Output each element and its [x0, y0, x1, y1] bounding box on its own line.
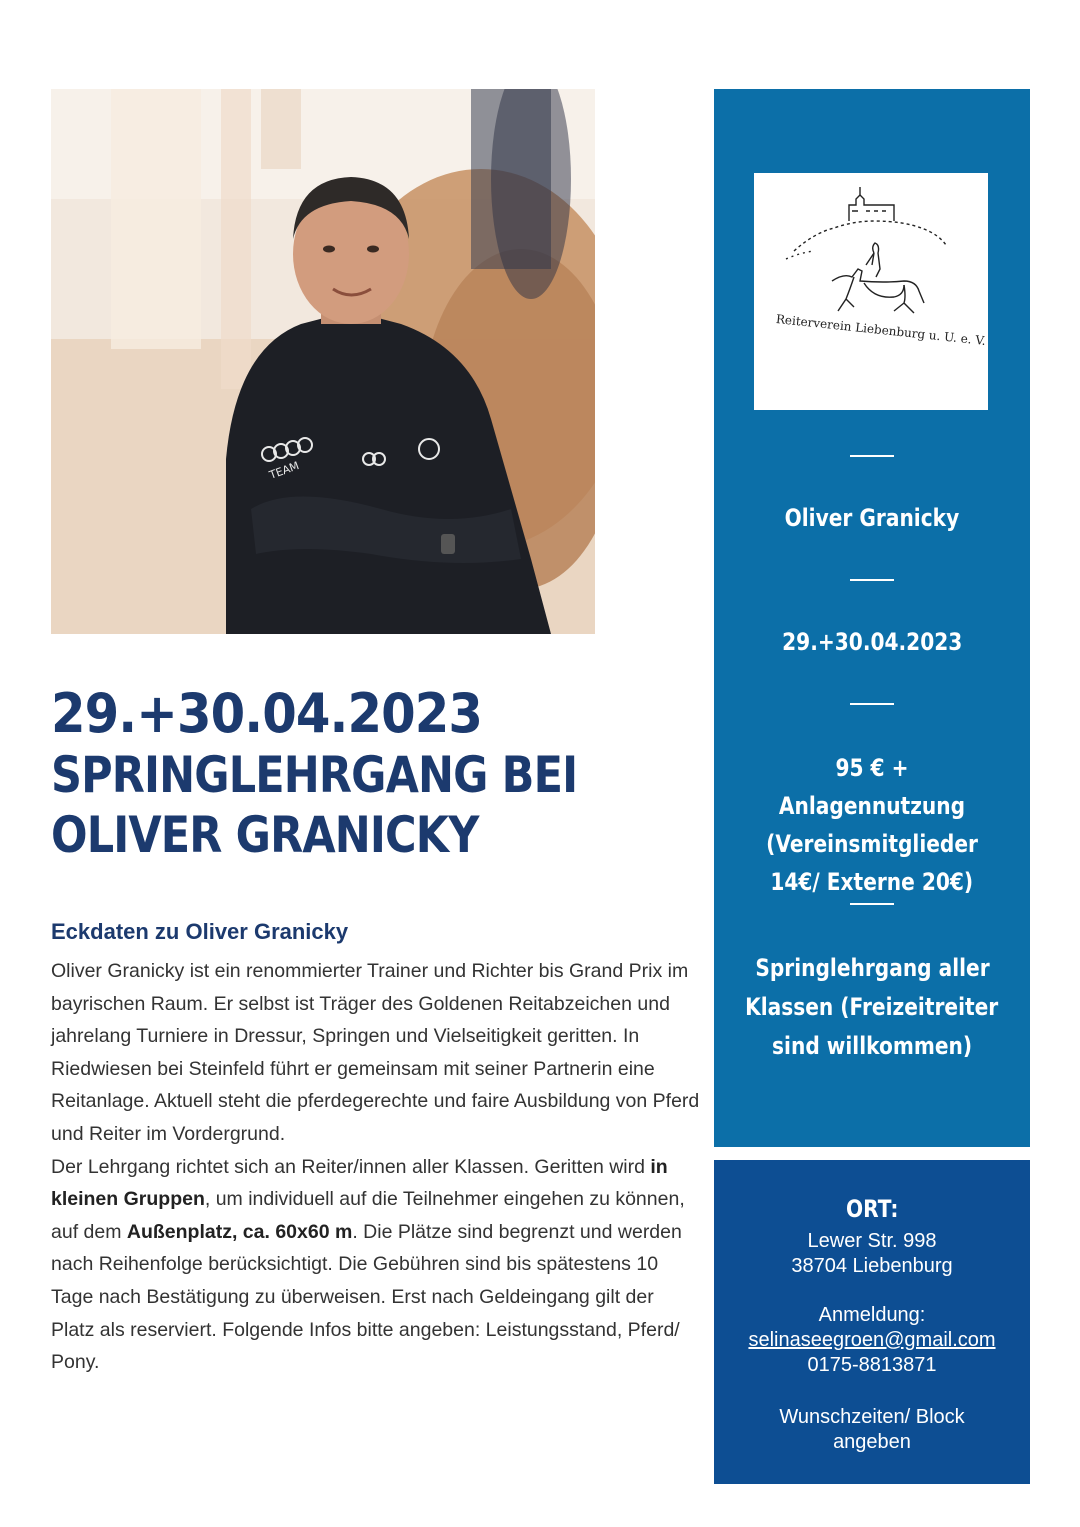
body-paragraph-1: Oliver Granicky ist ein renommierter Trainer und Richter bis Grand Prix im bayrischen Raum. Er selbst ist Träger des Goldenen Reitabzeichen und jahrelang Turniere in Dressur, Springen und Vielseitigkeit geritten. In Riedwiesen bei Steinfeld führt er gemeinsam mit seiner Partnerin eine Reitanlage. Aktuell steht die pferdegerechte und faire Ausbildung von Pferd und Reiter im Vordergrund.	[51, 960, 700, 1145]
trainer-photo	[51, 89, 595, 634]
sidebar-price	[714, 749, 1030, 901]
price-line: (Vereinsmitglieder	[766, 830, 978, 858]
headline	[51, 683, 691, 865]
signup-label: Anmeldung:	[818, 1304, 926, 1326]
price-line: 95 € + Anlagennutzung	[778, 754, 966, 820]
desc-line: Springlehrgang aller	[754, 954, 990, 982]
price-line: 14€/ Externe 20€)	[770, 868, 974, 896]
trainer-illustration	[51, 89, 595, 634]
location-heading	[714, 1194, 1030, 1224]
sidebar-date-text: 29.+30.04.2023	[781, 628, 963, 656]
castle-rider-logo-icon	[754, 173, 988, 410]
divider	[850, 455, 894, 457]
body-paragraph-2	[51, 1151, 701, 1379]
sidebar-description	[714, 949, 1030, 1066]
desc-line: Klassen (Freizeitreiter	[745, 993, 999, 1021]
divider	[850, 903, 894, 905]
headline-line-2: OLIVER GRANICKY	[51, 806, 479, 864]
divider	[850, 579, 894, 581]
signup-phone: 0175-8813871	[807, 1354, 937, 1376]
note-line-2: angeben	[833, 1431, 911, 1453]
body-bold-groups: in kleinen Gruppen	[51, 1155, 668, 1211]
location-heading-text: ORT:	[845, 1195, 899, 1223]
club-logo	[754, 173, 988, 410]
jacket-team-label: TEAM	[267, 459, 301, 482]
logo-text: Reiterverein Liebenburg u. U. e. V.	[775, 311, 987, 348]
sidebar-trainer-text: Oliver Granicky	[784, 504, 960, 532]
section-title: Eckdaten zu Oliver Granicky	[51, 919, 349, 944]
note-line-1: Wunschzeiten/ Block	[779, 1406, 965, 1428]
headline-line-1: SPRINGLEHRGANG BEI	[51, 746, 578, 804]
sidebar-date	[714, 625, 1030, 659]
divider	[850, 703, 894, 705]
body-text-span: Der Lehrgang richtet sich an Reiter/innen aller Klassen. Geritten wird	[51, 1155, 651, 1178]
body-text-span: , um individuell auf die Teilnehmer eingehen zu können, auf dem	[51, 1188, 685, 1243]
body-text	[51, 955, 701, 1379]
signup-email-link[interactable]: selinaseegroen@gmail.com	[748, 1329, 996, 1351]
sidebar-trainer	[714, 501, 1030, 535]
location-panel	[714, 1160, 1030, 1484]
location-street: Lewer Str. 998	[807, 1230, 937, 1252]
body-text-span: . Die Plätze sind begrenzt und werden nach Reihenfolge berücksichtigt. Die Gebühren sind bis spätestens 10 Tage nach Bestätigung zu überweisen. Erst nach Geldeingang gilt der Platz als reserviert. Folgende Infos bitte angeben: Leistungsstand, Pferd/ Pony.	[51, 1220, 682, 1374]
desc-line: sind willkommen)	[771, 1032, 973, 1060]
info-panel	[714, 89, 1030, 1147]
headline-date: 29.+30.04.2023	[51, 682, 483, 745]
body-bold-field: Außenplatz, ca. 60x60 m	[126, 1220, 353, 1243]
location-city: 38704 Liebenburg	[791, 1255, 953, 1277]
